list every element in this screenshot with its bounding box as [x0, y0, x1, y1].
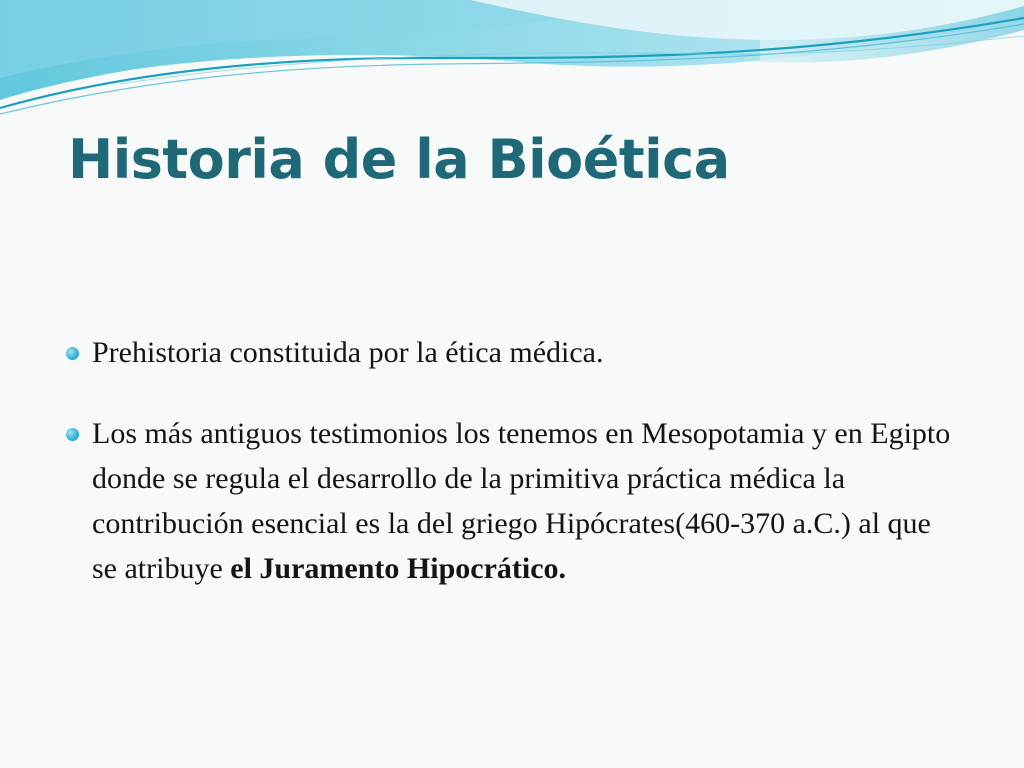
- bullet-dot-icon: [66, 428, 79, 441]
- header-wave-decoration: [0, 0, 1024, 130]
- bullet-text: [92, 411, 962, 591]
- bullet-item: [62, 411, 962, 591]
- slide-title: Historia de la Bioética: [68, 128, 730, 191]
- bullet-text: [92, 330, 962, 375]
- bullet-list: [62, 330, 962, 591]
- bullet-text-plain: Los más antiguos testimonios los tenemos en Mesopotamia y en Egipto donde se regula el desarrollo de la primitiva práctica médica la contribución esencial es la del griego Hipócrates(460-370 a.C.) al que se atribuye: [92, 417, 951, 585]
- bullet-dot-icon: [66, 347, 79, 360]
- bullet-item: [62, 330, 962, 375]
- bullet-text-emphasis: el Juramento Hipocrático.: [230, 552, 567, 585]
- bullet-text-plain: Prehistoria constituida por la ética médica.: [92, 336, 604, 369]
